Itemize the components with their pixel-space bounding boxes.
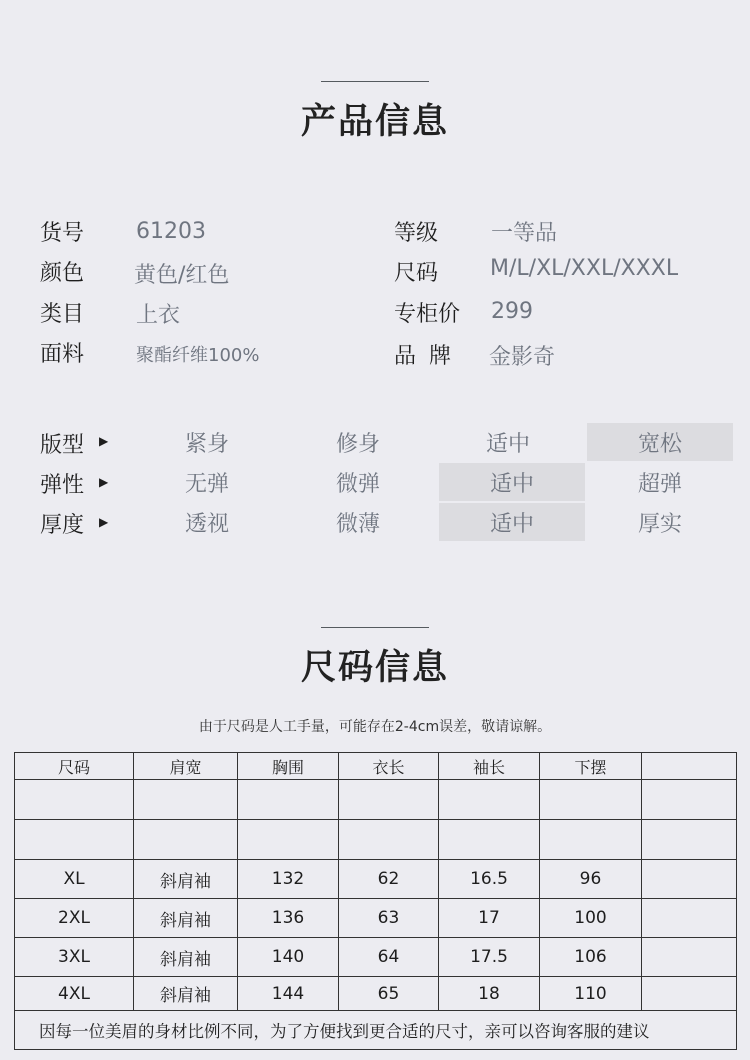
table-cell: 132 (238, 860, 339, 899)
attr-label-thickness: 厚度 (40, 513, 85, 538)
table-header-row (15, 753, 737, 780)
table-cell: 4XL (15, 977, 134, 1011)
table-cell (642, 899, 737, 938)
info-label-brand: 品 牌 (394, 344, 454, 369)
table-row (15, 938, 737, 977)
info-value-size: M/L/XL/XXL/XXXL (490, 256, 679, 281)
table-cell: 3XL (15, 938, 134, 977)
attr-option: 超弹 (637, 471, 682, 497)
table-cell: XL (15, 860, 134, 899)
table-cell (134, 780, 238, 820)
info-value-sku: 61203 (136, 219, 206, 244)
table-cell: 64 (339, 938, 439, 977)
table-cell (439, 820, 540, 860)
triangle-right-icon: ▶ (99, 515, 109, 529)
table-cell (238, 780, 339, 820)
attr-option: 微弹 (335, 471, 380, 497)
info-label-color: 颜色 (40, 261, 85, 286)
info-label-sku: 货号 (40, 221, 85, 246)
table-cell: 110 (540, 977, 642, 1011)
title-rule (321, 627, 429, 628)
table-cell (339, 820, 439, 860)
attr-label-fit: 版型 (40, 433, 85, 458)
info-label-category: 类目 (40, 302, 85, 327)
attr-option: 微薄 (335, 511, 380, 537)
table-cell: 65 (339, 977, 439, 1011)
table-cell (642, 977, 737, 1011)
title-rule (321, 81, 429, 82)
table-cell: 144 (238, 977, 339, 1011)
table-cell (540, 780, 642, 820)
table-cell: 96 (540, 860, 642, 899)
attr-option: 透视 (184, 511, 229, 537)
attr-option: 无弹 (184, 471, 229, 497)
table-cell (540, 820, 642, 860)
table-cell: 106 (540, 938, 642, 977)
triangle-right-icon: ▶ (99, 475, 109, 489)
table-row (15, 820, 737, 860)
table-cell (642, 820, 737, 860)
attr-option-selected: 适中 (439, 463, 585, 501)
product-info-title: 产品信息 (300, 102, 449, 142)
table-cell (15, 820, 134, 860)
table-header-cell: 胸围 (238, 753, 339, 780)
table-footer-note: 因每一位美眉的身材比例不同，为了方便找到更合适的尺寸，亲可以咨询客服的建议 (15, 1011, 737, 1050)
attr-option: 紧身 (184, 431, 229, 457)
size-info-title: 尺码信息 (300, 648, 449, 688)
table-row (15, 977, 737, 1011)
table-header-cell: 下摆 (540, 753, 642, 780)
attr-option: 修身 (335, 431, 380, 457)
info-value-price: 299 (491, 299, 533, 324)
size-table (14, 752, 737, 1050)
table-cell (15, 780, 134, 820)
attr-option: 厚实 (637, 511, 682, 537)
table-cell (238, 820, 339, 860)
table-row (15, 860, 737, 899)
table-row (15, 780, 737, 820)
table-cell: 斜肩袖 (134, 938, 238, 977)
attr-label-elasticity: 弹性 (40, 473, 85, 498)
table-cell: 136 (238, 899, 339, 938)
info-value-brand: 金影奇 (489, 345, 556, 370)
table-footer-row (15, 1011, 737, 1050)
table-cell: 斜肩袖 (134, 899, 238, 938)
info-label-grade: 等级 (394, 221, 439, 246)
table-cell: 斜肩袖 (134, 860, 238, 899)
table-header-cell: 肩宽 (134, 753, 238, 780)
table-cell (439, 780, 540, 820)
attr-option: 适中 (485, 431, 530, 457)
table-cell (339, 780, 439, 820)
table-row (15, 899, 737, 938)
triangle-right-icon: ▶ (99, 434, 109, 448)
table-cell: 140 (238, 938, 339, 977)
table-header-cell: 尺码 (15, 753, 134, 780)
table-cell: 100 (540, 899, 642, 938)
measurement-note: 由于尺码是人工手量，可能存在2-4cm误差，敬请谅解。 (198, 719, 552, 735)
info-value-color: 黄色/红色 (134, 263, 230, 288)
info-label-price: 专柜价 (394, 302, 461, 327)
table-cell: 17.5 (439, 938, 540, 977)
info-label-fabric: 面料 (40, 342, 85, 367)
info-value-grade: 一等品 (491, 221, 558, 246)
table-cell (642, 938, 737, 977)
table-cell: 18 (439, 977, 540, 1011)
table-cell: 62 (339, 860, 439, 899)
attr-option-selected: 宽松 (587, 423, 733, 461)
table-header-cell: 袖长 (439, 753, 540, 780)
table-cell (642, 780, 737, 820)
info-value-fabric: 聚酯纤维100% (136, 345, 260, 366)
info-label-size: 尺码 (394, 261, 439, 286)
table-cell: 2XL (15, 899, 134, 938)
table-cell (134, 820, 238, 860)
table-cell: 17 (439, 899, 540, 938)
attr-option-selected: 适中 (439, 503, 585, 541)
table-header-cell (642, 753, 737, 780)
table-header-cell: 衣长 (339, 753, 439, 780)
table-cell (642, 860, 737, 899)
table-cell: 斜肩袖 (134, 977, 238, 1011)
table-cell: 16.5 (439, 860, 540, 899)
table-cell: 63 (339, 899, 439, 938)
info-value-category: 上衣 (136, 303, 181, 328)
